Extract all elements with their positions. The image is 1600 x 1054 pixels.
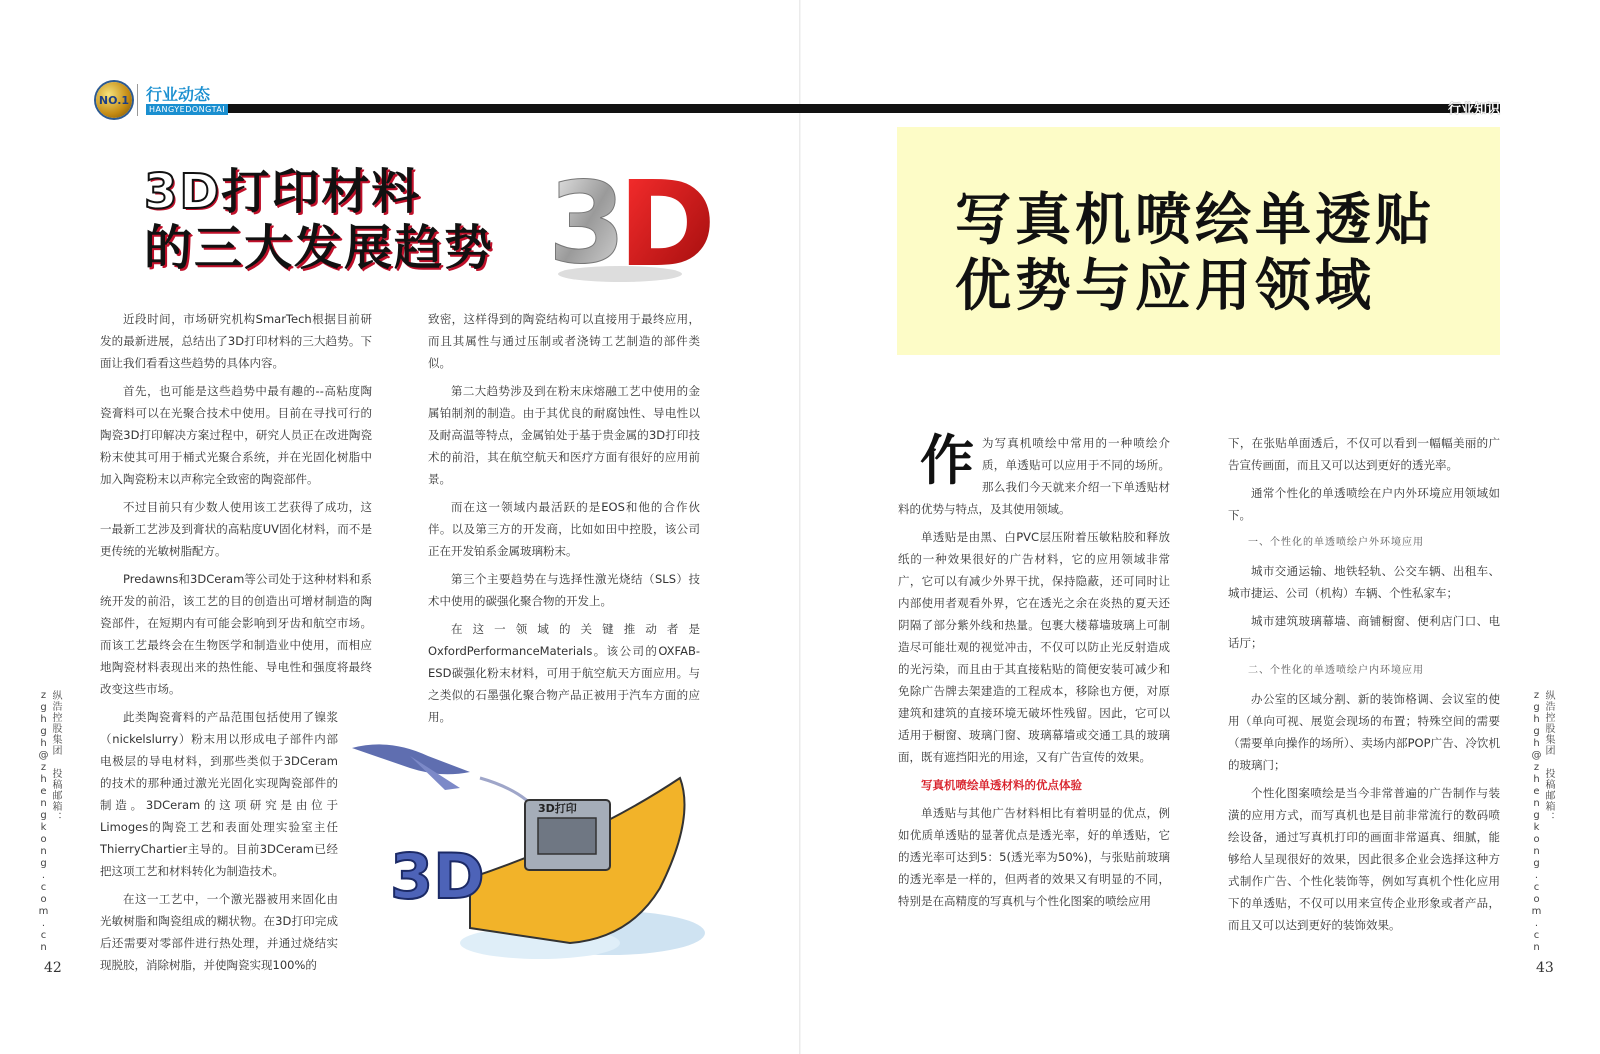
paragraph: 致密，这样得到的陶瓷结构可以直接用于最终应用，而且其属性与通过压制或者浇铸工艺制造的部件类似。 <box>428 312 700 370</box>
paragraph: 单透贴与其他广告材料相比有着明显的优点，例如优质单透贴的显著优点是透光率，好的单透贴，它的透光率可达到5：5(透光率为50%)，与张贴前玻璃的透光率是一样的，但两者的效果又有明显的不同，特别是在高精度的写真机与个性化图案的喷绘应用 <box>898 806 1170 908</box>
paragraph: 个性化图案喷绘是当今非常普遍的广告制作与装潢的应用方式，而写真机也是目前非常流行的数码喷绘设备，通过写真机打印的画面非常逼真、细腻，能够给人呈现很好的效果，因此很多企业会选择这种方式制作广告、个性化装饰等，例如写真机个性化应用下的单透贴，不仅可以用来宣传企业形象或者产品，而且又可以达到更好的装饰效果。 <box>1228 786 1500 932</box>
header-divider <box>137 84 138 116</box>
subheading: 写真机喷绘单透材料的优点体验 <box>921 778 1082 792</box>
subheading-indoor: 二、个性化的单透喷绘户内环境应用 <box>1248 665 1424 676</box>
page-gutter <box>799 0 801 1054</box>
right-title-line1: 写真机喷绘单透贴 <box>955 188 1435 253</box>
left-column-2 <box>428 308 700 734</box>
paragraph: 此类陶瓷膏料的产品范围包括使用了镍浆（nickelslurry）粉末用以形成电子部件内部电极层的导电材料，到那些类似于3DCeram的技术的那种通过激光光固化实现陶瓷部件的制造。3DCeram的这项研究是由位于Limoges的陶瓷工艺和表面处理实验室主任ThierryChartier主导的。目前3DCeram已经把这项工艺和材料转化为制造技术。 <box>100 710 338 878</box>
right-column-1 <box>898 429 1170 918</box>
paragraph: 下，在张贴单面透后，不仅可以看到一幅幅美丽的广告宣传画面，而且又可以达到更好的透光率。 <box>1228 436 1500 472</box>
left-article-title <box>144 164 494 276</box>
3d-logo-graphic <box>548 150 716 293</box>
illo-label: 3D打印 <box>538 802 577 815</box>
title-line1-rest: 打印材料 <box>221 164 422 220</box>
right-article-title <box>955 188 1435 320</box>
paragraph: 在这一领域的关键推动者是OxfordPerformanceMaterials。该公司的OXFAB-ESD碳强化粉末材料，可用于航空航天方面应用。与之类似的石墨强化聚合物产品正被用于汽车方面的应用。 <box>428 622 700 724</box>
right-page-number: 43 <box>1536 960 1554 976</box>
subheading-outdoor: 一、个性化的单透喷绘户外环境应用 <box>1248 537 1424 548</box>
section-title: 行业动态 <box>146 85 211 104</box>
paragraph: 城市建筑玻璃幕墙、商铺橱窗、便利店门口、电话厅； <box>1228 614 1500 650</box>
left-side-text: 纵浩控股集团 投稿邮箱：zghgh@zhengkong.com.cn <box>38 690 61 954</box>
3d-printing-illustration <box>350 738 705 958</box>
paragraph: 办公室的区域分割、新的装饰格调、会议室的使用（单向可视、展览会现场的布置；特殊空间的需要（需要单向操作的场所）、卖场内部POP广告、冷饮机的玻璃门； <box>1228 692 1500 772</box>
paragraph <box>898 429 1170 520</box>
paragraph: 不过目前只有少数人使用该工艺获得了成功，这一最新工艺涉及到膏状的高粘度UV固化材料，而不是更传统的光敏树脂配方。 <box>100 500 372 558</box>
right-section-title: 行业知识 <box>1447 102 1500 117</box>
paragraph: 第三个主要趋势在与选择性激光烧结（SLS）技术中使用的碳强化聚合物的开发上。 <box>428 572 700 608</box>
paragraph: 而在这一领域内最活跃的是EOS和他的合作伙伴。以及第三方的开发商，比如如田中控股，该公司正在开发铂系金属玻璃粉末。 <box>428 500 700 558</box>
illo-3d-text: 3D <box>390 840 485 913</box>
left-column-1 <box>100 308 372 982</box>
right-column-2 <box>1228 432 1500 942</box>
title-3d-prefix: 3D <box>144 164 222 220</box>
paragraph: 通常个性化的单透喷绘在户内外环境应用领域如下。 <box>1228 486 1500 522</box>
drop-cap: 作 <box>920 429 974 492</box>
paragraph: 第二大趋势涉及到在粉末床熔融工艺中使用的金属铂制剂的制造。由于其优良的耐腐蚀性、导电性以及耐高温等特点，金属铂处于基于贵金属的3D打印技术的前沿，其在航空航天和医疗方面有很好的应用前景。 <box>428 384 700 486</box>
paragraph: Predawns和3DCeram等公司处于这种材料和系统开发的前沿，该工艺的目的创造出可增材制造的陶瓷部件，在短期内有可能会影响到牙齿和航空市场。而该工艺最终会在生物医学和制造业中使用，而相应地陶瓷材料表现出来的热性能、导电性和强度将最终改变这些市场。 <box>100 572 372 696</box>
title-line2: 的三大发展趋势 <box>144 220 495 276</box>
intro-text: 为写真机喷绘中常用的一种喷绘介质，单透贴可以应用于不同的场所。那么我们今天就来介绍一下单透贴材料的优势与特点，及其使用领域。 <box>898 436 1170 516</box>
svg-text:3: 3 <box>548 159 626 289</box>
paragraph: 城市交通运输、地铁轻轨、公交车辆、出租车、城市捷运、公司（机构）车辆、个性私家车； <box>1228 564 1500 600</box>
paragraph: 在这一工艺中，一个激光器被用来固化由光敏树脂和陶瓷组成的糊状物。在3D打印完成后还需要对零部件进行热处理，并通过烧结实现脱胶，消除树脂，并使陶瓷实现100%的 <box>100 892 338 972</box>
paragraph: 单透贴是由黑、白PVC层压附着压敏粘胶和释放纸的一种效果很好的广告材料，它的应用领域非常广，它可以有减少外界干扰，保持隐蔽，还可同时让内部使用者观看外界，它在透光之余在炎热的夏天还阴隔了部分紫外线和热量。包裹大楼幕墙玻璃上可制造尽可能壮观的视觉冲击，不仅可以防止光反射造成的光污染，而且由于其直接粘贴的简便安装可减少和免除广告牌去架建造的工程成本，移除也方便，对原建筑和建筑的直接环境无破坏性残留。因此，它可以适用于橱窗、玻璃门窗、玻璃幕墙或交通工具的玻璃面，既有遮挡阳光的用途，又有广告宣传的效果。 <box>898 530 1170 764</box>
paragraph: 首先，也可能是这些趋势中最有趣的--高粘度陶瓷膏料可以在光聚合技术中使用。目前在寻找可行的陶瓷3D打印解决方案过程中，研究人员正在改进陶瓷粉末使其可用于桶式光聚合系统，并在光固化树脂中加入陶瓷粉末以声称完全致密的陶瓷部件。 <box>100 384 372 486</box>
paragraph: 近段时间，市场研究机构SmarTech根据目前研发的最新进展，总结出了3D打印材料的三大趋势。下面让我们看看这些趋势的具体内容。 <box>100 312 372 370</box>
header-bar <box>228 104 1500 113</box>
section-pinyin: HANGYEDONGTAI <box>146 104 228 115</box>
logo-text: NO.1 <box>98 93 130 107</box>
svg-text:D: D <box>618 155 716 293</box>
no1-logo-icon <box>96 82 132 118</box>
right-side-text: 纵浩控股集团 投稿邮箱：zghgh@zhengkong.com.cn <box>1531 690 1554 954</box>
left-page-number: 42 <box>44 960 62 976</box>
right-title-line2: 优势与应用领域 <box>955 254 1375 319</box>
